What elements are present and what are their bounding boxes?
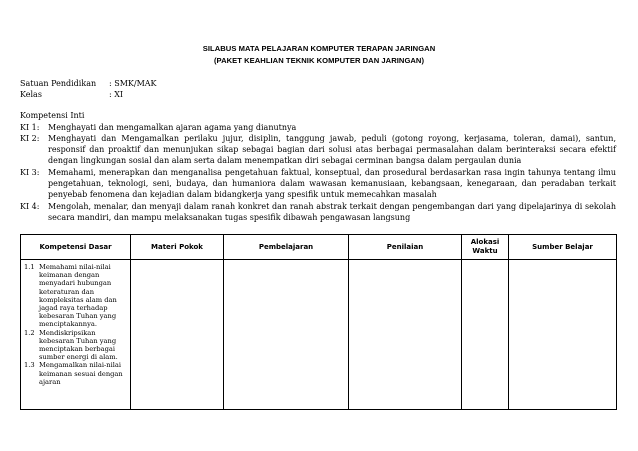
ki-text: Mengolah, menalar, dan menyaji dalam ranah konkret dan ranah abstrak terkait dengan pengembangan dari yang dipelajarinya di sekolah secara mandiri, dan mampu melaksanakan tugas spesifik dibawah pengawasan langsung: [48, 202, 616, 223]
pembelajaran-cell: [224, 260, 349, 410]
kd-number: 1.2: [24, 328, 35, 337]
ki-text: Menghayati dan Mengamalkan perilaku jujur, disiplin, tanggung jawab, peduli (gotong royong, kerjasama, toleran, damai), santun, responsif dan proaktif dan menunjukan sikap sebagai bagian dari solusi atas berbagai permasalahan dalam berinteraksi secara efektif dengan lingkungan sosial dan alam serta dalam menempatkan diri sebagai cerminan bangsa dalam pergaulan dunia: [48, 134, 616, 166]
sumber-belajar-cell: [509, 260, 617, 410]
kd-text: Memahami nilai-nilai keimanan dengan menyadari hubungan keteraturan dan kompleksitas alam dan jagad raya terhadap kebesaran Tuhan yang menciptakannya.: [39, 263, 117, 329]
ki-number: KI 4:: [20, 202, 40, 211]
ki-item-4: [20, 201, 616, 223]
header-kompetensi-dasar: Kompetensi Dasar: [21, 235, 131, 260]
table-row: [21, 260, 617, 410]
kd-text: Mendiskripsikan kebesaran Tuhan yang menciptakan berbagai sumber energi di alam.: [39, 328, 118, 362]
meta-row-satuan-pendidikan: [20, 79, 157, 89]
document-title: SILABUS MATA PELAJARAN KOMPUTER TERAPAN JARINGAN: [202, 44, 436, 53]
ki-number: KI 2:: [20, 134, 40, 143]
kd-text: Mengamalkan nilai-nilai keimanan sesuai dengan ajaran: [39, 361, 123, 386]
kompetensi-inti-heading: Kompetensi Inti: [20, 111, 85, 120]
ki-item-1: [20, 122, 616, 133]
meta-key: Satuan Pendidikan: [20, 79, 97, 88]
meta-value: : XI: [109, 90, 124, 99]
header-penilaian: Penilaian: [349, 235, 462, 260]
kompetensi-dasar-cell: [21, 260, 131, 410]
header-sumber-belajar: Sumber Belajar: [509, 235, 617, 260]
kd-number: 1.3: [24, 361, 35, 370]
table-header-row: [21, 235, 617, 260]
ki-text: Memahami, menerapkan dan menganalisa pengetahuan faktual, konseptual, dan prosedural berdasarkan rasa ingin tahunya tentang ilmu pengetahuan, teknologi, seni, budaya, dan humaniora dalam wawasan kemanusiaan, kebangsaan, kenegaraan, dan peradaban terkait penyebab fenomena dan kejadian dalam bidangkerja yang spesifik untuk memecahkan masalah: [48, 168, 616, 200]
header-pembelajaran: Pembelajaran: [224, 235, 349, 260]
header-materi-pokok: Materi Pokok: [131, 235, 224, 260]
alokasi-waktu-cell: [462, 260, 509, 410]
ki-item-2: [20, 133, 616, 167]
meta-row-kelas: [20, 90, 123, 100]
kd-item-1-3: [21, 361, 130, 386]
meta-value: : SMK/MAK: [109, 79, 157, 88]
header-alokasi-waktu: Alokasi Waktu: [462, 235, 509, 260]
materi-pokok-cell: [131, 260, 224, 410]
ki-number: KI 1:: [20, 123, 40, 132]
penilaian-cell: [349, 260, 462, 410]
meta-key: Kelas: [20, 90, 42, 99]
kd-item-1-2: [21, 329, 130, 362]
document-subtitle: (PAKET KEAHLIAN TEKNIK KOMPUTER DAN JARINGAN): [213, 56, 425, 65]
ki-text: Menghayati dan mengamalkan ajaran agama yang dianutnya: [48, 123, 297, 132]
ki-number: KI 3:: [20, 168, 40, 177]
kd-number: 1.1: [24, 263, 35, 271]
syllabus-table: [20, 234, 617, 410]
kd-item-1-1: [21, 263, 130, 329]
ki-item-3: [20, 167, 616, 201]
